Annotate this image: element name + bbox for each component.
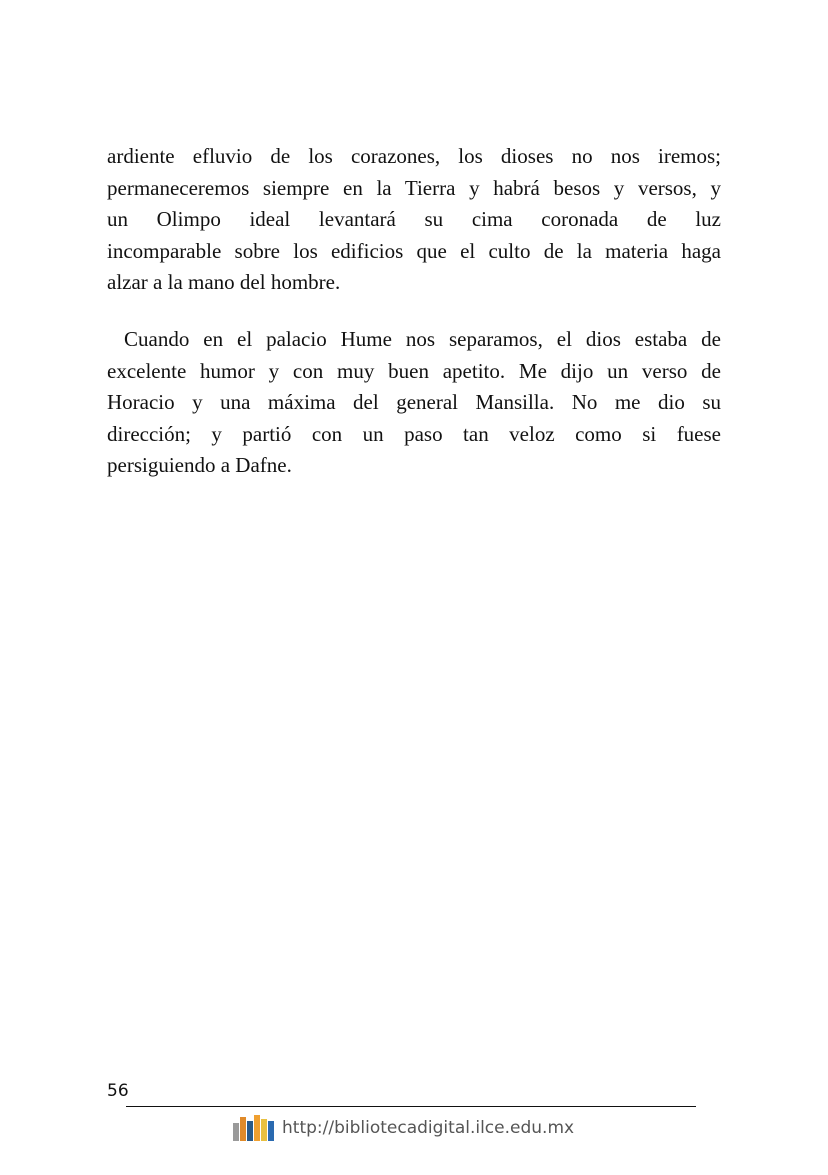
footer: [233, 1115, 574, 1141]
book-spine: [240, 1117, 246, 1141]
book-spine: [247, 1121, 253, 1141]
text-line: incomparable sobre los edificios que el culto de la materia haga: [107, 238, 721, 263]
books-icon: [233, 1115, 274, 1141]
text-line: permaneceremos siempre en la Tierra y habrá besos y versos, y: [107, 175, 721, 200]
book-spine: [268, 1121, 274, 1141]
book-spine: [233, 1123, 239, 1141]
footer-url-link[interactable]: http://bibliotecadigital.ilce.edu.mx: [282, 1118, 575, 1138]
footer-divider: [126, 1106, 696, 1107]
book-spine: [254, 1115, 260, 1141]
book-spine: [261, 1119, 267, 1141]
text-line: Cuando en el palacio Hume nos separamos, el dios estaba de: [124, 327, 721, 351]
page-number: 56: [107, 1081, 129, 1101]
text-line: un Olimpo ideal levantará su cima coronada de luz: [107, 207, 721, 232]
paragraph-1: [107, 141, 721, 299]
text-line: Horacio y una máxima del general Mansilla. No me dio su: [107, 390, 721, 415]
text-line: dirección; y partió con un paso tan veloz como si fuese: [107, 421, 721, 446]
paragraph-2: [107, 324, 721, 482]
text-line: persiguiendo a Dafne.: [107, 453, 292, 478]
text-line: ardiente efluvio de los corazones, los dioses no nos iremos;: [107, 144, 721, 168]
text-line: alzar a la mano del hombre.: [107, 270, 341, 295]
text-line: excelente humor y con muy buen apetito. Me dijo un verso de: [107, 358, 721, 383]
